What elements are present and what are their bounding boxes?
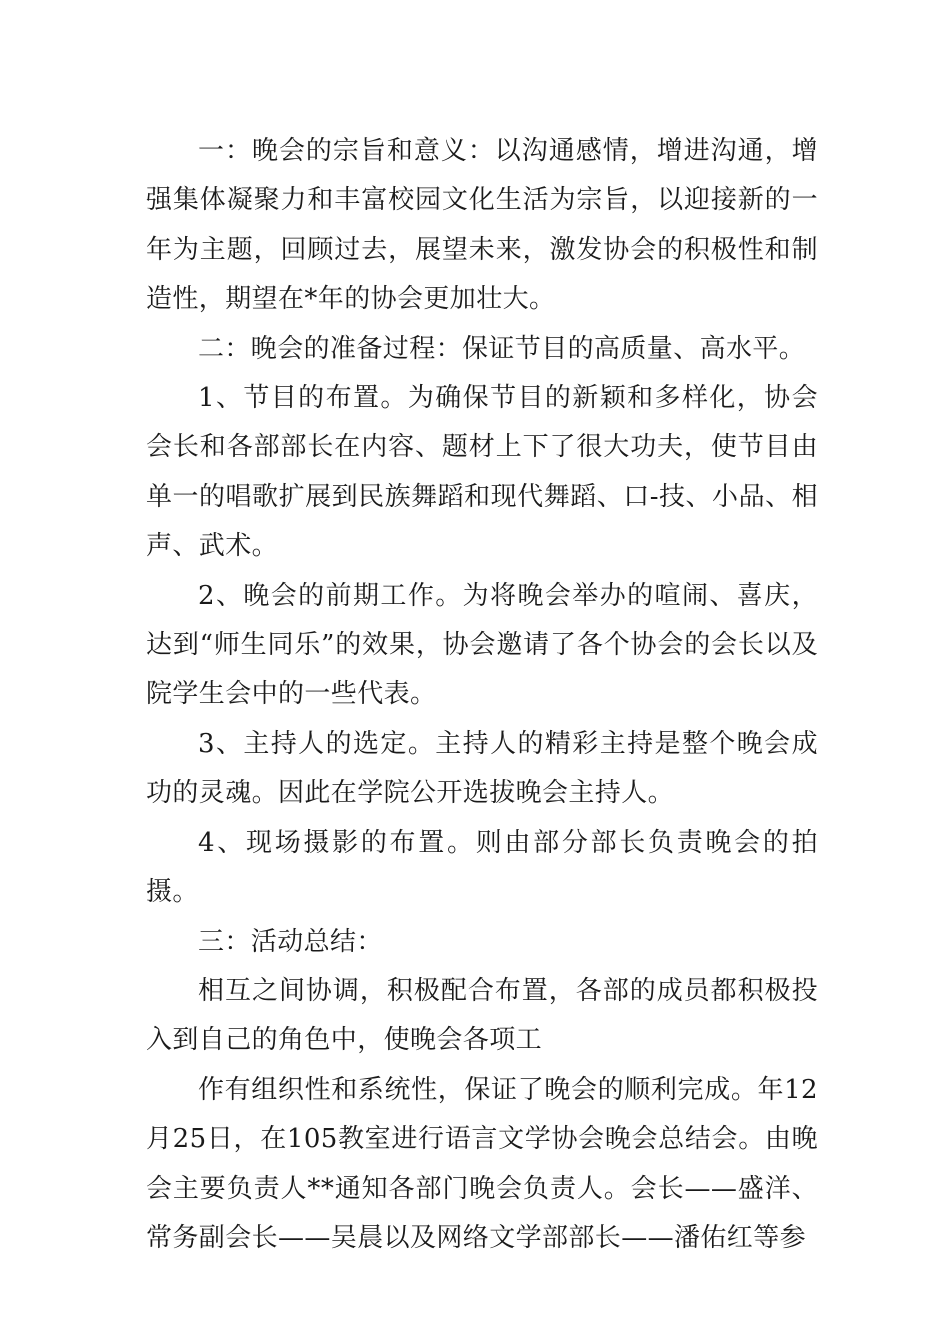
document-body	[146, 127, 818, 1263]
paragraph-purpose: 一：晚会的宗旨和意义：以沟通感情，增进沟通，增强集体凝聚力和丰富校园文化生活为宗旨，以迎接新的一年为主题，回顾过去，展望未来，激发协会的积极性和制造性，期望在*年的协会更加壮大。	[146, 136, 818, 315]
paragraph-program-arrangement: 1、节目的布置。为确保节目的新颖和多样化，协会会长和各部部长在内容、题材上下了很大功夫，使节目由单一的唱歌扩展到民族舞蹈和现代舞蹈、口-技、小品、相声、武术。	[146, 383, 818, 562]
paragraph-coordination: 相互之间协调，积极配合布置，各部的成员都积极投入到自己的角色中，使晚会各项工	[146, 975, 818, 1056]
paragraph-summary-meeting: 作有组织性和系统性，保证了晚会的顺利完成。年12月25日，在105教室进行语言文学协会晚会总结会。由晚会主要负责人**通知各部门晚会负责人。会长——盛洋、常务副会长——吴晨以及网络文学部部长——潘佑红等参	[146, 1074, 818, 1253]
paragraph-preparation: 二：晚会的准备过程：保证节目的高质量、高水平。	[198, 333, 806, 364]
paragraph-photography: 4、现场摄影的布置。则由部分部长负责晚会的拍摄。	[146, 827, 818, 908]
paragraph-early-work: 2、晚会的前期工作。为将晚会举办的喧闹、喜庆，达到“师生同乐”的效果，协会邀请了各个协会的会长以及院学生会中的一些代表。	[146, 580, 818, 710]
paragraph-summary-heading: 三：活动总结：	[198, 926, 383, 957]
paragraph-host-selection: 3、主持人的选定。主持人的精彩主持是整个晚会成功的灵魂。因此在学院公开选拔晚会主持人。	[146, 728, 818, 809]
